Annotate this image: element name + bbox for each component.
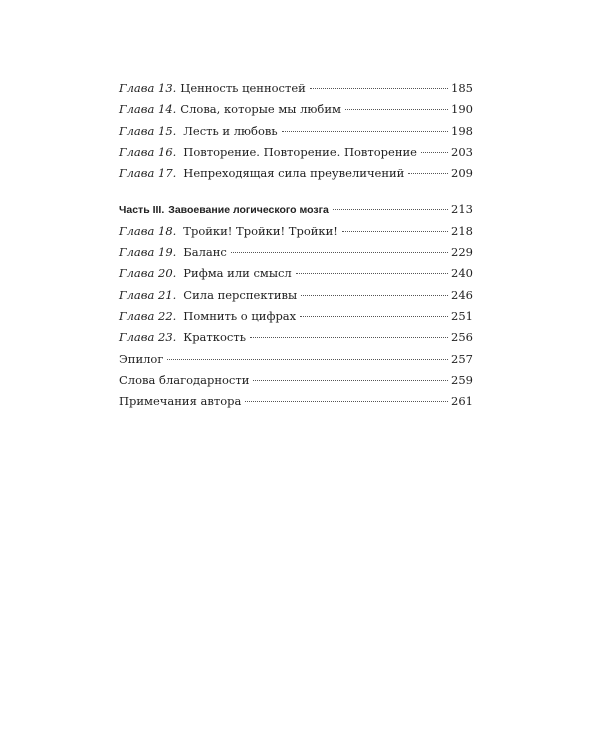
page-number: 251 — [451, 308, 473, 323]
dot-leader — [253, 380, 448, 381]
chapter-title: Ценность ценностей — [180, 81, 306, 95]
page-number: 198 — [451, 123, 473, 138]
dot-leader — [300, 316, 448, 317]
dot-leader — [310, 88, 448, 89]
chapter-number: Глава 19. — [119, 245, 177, 260]
chapter-title: Тройки! Тройки! Тройки! — [183, 223, 338, 238]
page-number: 257 — [451, 351, 473, 366]
page-number: 190 — [451, 102, 473, 117]
chapter-title: Рифма или смысл — [183, 266, 292, 281]
chapter-number: Глава 13. — [119, 81, 177, 95]
chapter-title: Повторение. Повторение. Повторение — [183, 144, 417, 159]
section-gap — [119, 184, 473, 199]
chapter-title: Непреходящая сила преувеличений — [183, 166, 405, 181]
toc-entry-chapter-14 — [119, 99, 473, 120]
chapter-number: Глава 22. — [119, 308, 177, 323]
chapter-number: Глава 23. — [119, 330, 177, 345]
page-number: 185 — [451, 81, 473, 95]
page-number: 218 — [451, 223, 473, 238]
page-number: 229 — [451, 245, 473, 260]
toc-entry-part-3 — [119, 199, 473, 220]
part-number: Часть III. — [119, 204, 165, 217]
chapter-number: Глава 21. — [119, 287, 177, 302]
toc-entry-chapter-21 — [119, 285, 473, 306]
dot-leader — [342, 231, 448, 232]
page-number: 259 — [451, 372, 473, 387]
toc-entry-chapter-22 — [119, 306, 473, 327]
dot-leader — [408, 173, 448, 174]
chapter-title: Сила перспективы — [183, 287, 298, 302]
toc-entry-acknowledgements — [119, 370, 473, 391]
toc-entry-chapter-18 — [119, 221, 473, 242]
dot-leader — [245, 401, 448, 402]
table-of-contents — [119, 78, 473, 412]
section-title: Эпилог — [119, 351, 164, 366]
page-number: 213 — [451, 202, 473, 217]
toc-entry-chapter-13 — [119, 78, 473, 99]
toc-entry-chapter-23 — [119, 327, 473, 348]
chapter-title: Помнить о цифрах — [183, 308, 297, 323]
chapter-number: Глава 15. — [119, 123, 177, 138]
chapter-number: Глава 18. — [119, 223, 177, 238]
dot-leader — [345, 109, 448, 110]
chapter-title: Лесть и любовь — [183, 123, 278, 138]
dot-leader — [167, 359, 448, 360]
chapter-title: Слова, которые мы любим — [180, 102, 341, 117]
toc-entry-chapter-15 — [119, 121, 473, 142]
toc-entry-chapter-20 — [119, 263, 473, 284]
section-title: Примечания автора — [119, 394, 242, 409]
part-title: Завоевание логического мозга — [168, 204, 329, 217]
page-number: 246 — [451, 287, 473, 302]
dot-leader — [282, 131, 448, 132]
toc-entry-chapter-19 — [119, 242, 473, 263]
dot-leader — [301, 295, 448, 296]
dot-leader — [250, 337, 448, 338]
chapter-number: Глава 20. — [119, 266, 177, 281]
page-number: 203 — [451, 144, 473, 159]
chapter-title: Краткость — [183, 330, 246, 345]
toc-entry-chapter-16 — [119, 142, 473, 163]
toc-entry-author-notes — [119, 391, 473, 412]
page-number: 209 — [451, 166, 473, 181]
chapter-title: Баланс — [183, 245, 227, 260]
dot-leader — [296, 273, 448, 274]
toc-entry-epilogue — [119, 349, 473, 370]
toc-entry-chapter-17 — [119, 163, 473, 184]
chapter-number: Глава 16. — [119, 144, 177, 159]
section-title: Слова благодарности — [119, 372, 250, 387]
chapter-number: Глава 17. — [119, 166, 177, 181]
page-number: 256 — [451, 330, 473, 345]
dot-leader — [333, 209, 448, 210]
page-number: 240 — [451, 266, 473, 281]
dot-leader — [231, 252, 448, 253]
page-number: 261 — [451, 394, 473, 409]
dot-leader — [421, 152, 448, 153]
chapter-number: Глава 14. — [119, 102, 177, 117]
